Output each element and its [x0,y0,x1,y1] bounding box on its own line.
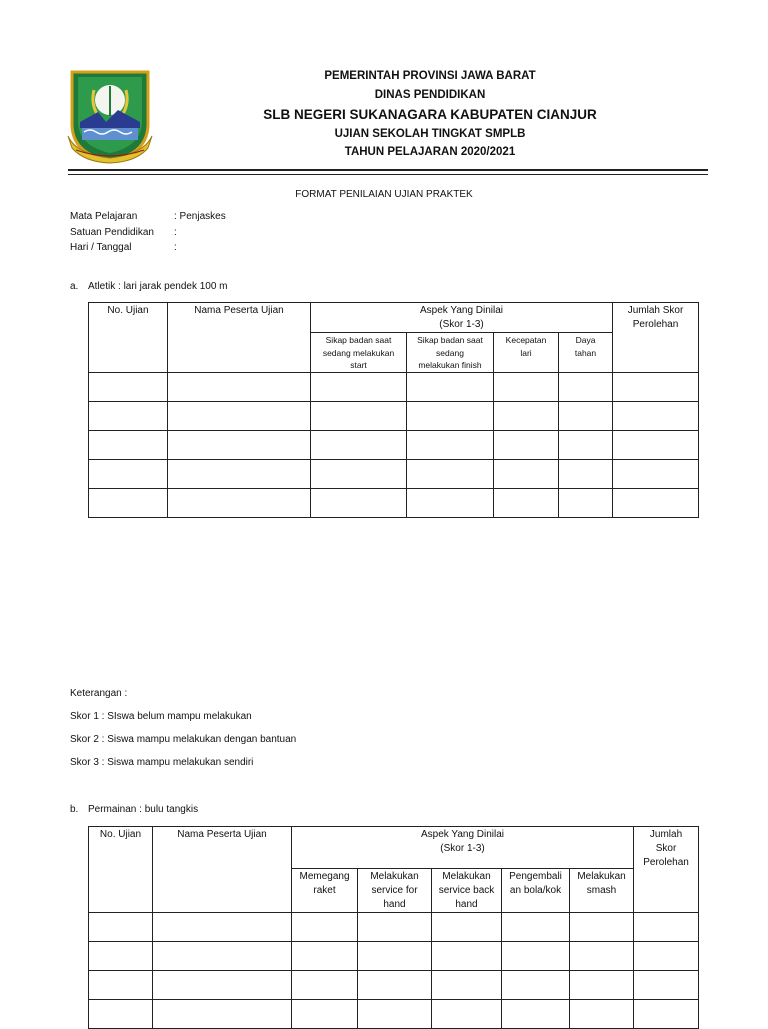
sub3-line1: Kecepatan [505,335,547,345]
west-java-coat-of-arms-logo [66,66,154,164]
meta-date-label: Hari / Tanggal [70,242,132,253]
sub5-line2: smash [586,885,617,896]
total-score-line3: Perolehan [643,857,689,868]
section-a-marker: a. [70,281,79,292]
notes-score-1: Skor 1 : SIswa belum mampu melakukan [70,711,252,722]
table-row [89,373,699,402]
meta-subject-value: : Penjaskes [174,211,226,222]
col-header-exam-number: No. Ujian [89,827,153,913]
sub-header-smash [570,869,634,913]
total-score-line1: Jumlah Skor [627,305,684,316]
section-b-marker: b. [70,804,79,815]
table-row [89,971,699,1000]
table-row [89,431,699,460]
sub2-line1: Sikap badan saat [417,335,483,345]
col-header-exam-number: No. Ujian [89,303,168,373]
sub5-line1: Melakukan [577,871,626,882]
sub3-line1: Melakukan [442,871,491,882]
sub2-line3: melakukan finish [418,360,482,370]
header-year-line: TAHUN PELAJARAN 2020/2021 [344,146,516,158]
sub4-line1: Pengembali [509,871,562,882]
sub-header-running-speed [494,333,559,373]
total-score-line1: Jumlah [649,829,683,840]
notes-score-2: Skor 2 : Siswa mampu melakukan dengan bantuan [70,734,297,745]
section-b-title: Permainan : bulu tangkis [88,804,199,815]
sub-header-endurance [559,333,613,373]
sub2-line2: sedang [436,347,464,358]
badminton-score-table [88,826,699,1029]
header-school-name: SLB NEGERI SUKANAGARA KABUPATEN CIANJUR [263,107,597,122]
sub-header-racket-grip [292,869,358,913]
col-header-aspects [311,303,613,333]
total-score-line2: Perolehan [632,319,679,330]
meta-education-unit-value: : [174,227,177,238]
table-row [89,489,699,518]
sub3-line2: lari [520,347,532,358]
header-divider-thick [68,169,708,171]
sub1-line3: start [350,360,367,370]
table-row [89,942,699,971]
col-header-participant-name: Nama Peserta Ujian [153,827,292,913]
sub-header-backhand-service [432,869,502,913]
meta-date-value: : [174,242,177,253]
sub4-line2: tahan [574,347,597,358]
aspects-title: Aspek Yang Dinilai [420,305,504,316]
sub2-line3: hand [383,899,406,910]
sub2-line1: Melakukan [370,871,419,882]
header-agency-line: DINAS PENDIDIKAN [374,89,486,101]
notes-score-3: Skor 3 : Siswa mampu melakukan sendiri [70,757,254,768]
header-exam-line: UJIAN SEKOLAH TINGKAT SMPLB [334,128,526,140]
athletics-score-table [88,302,699,518]
meta-education-unit-label: Satuan Pendidikan [70,227,154,238]
header-government-line: PEMERINTAH PROVINSI JAWA BARAT [324,70,536,82]
sub1-line2: raket [313,885,336,896]
table-row [89,402,699,431]
sub3-line3: hand [455,899,478,910]
sub1-line2: sedang melakukan [322,347,395,358]
col-header-aspects [292,827,634,869]
aspects-score-range: (Skor 1-3) [439,319,484,330]
notes-title: Keterangan : [70,688,128,699]
col-header-participant-name: Nama Peserta Ujian [168,303,311,373]
sub2-line2: service for [371,885,418,896]
sub4-line1: Daya [575,335,596,345]
col-header-total-score [613,303,699,373]
sub-header-finish-posture [407,333,494,373]
aspects-title: Aspek Yang Dinilai [421,829,505,840]
table-row [89,1000,699,1029]
total-score-line2: Skor [655,843,677,854]
table-row [89,913,699,942]
sub1-line1: Memegang [299,871,350,882]
document-title: FORMAT PENILAIAN UJIAN PRAKTEK [295,189,473,200]
sub-header-start-posture [311,333,407,373]
header-divider-thin [68,174,708,175]
table-row [89,460,699,489]
section-a-title: Atletik : lari jarak pendek 100 m [88,281,228,292]
sub3-line2: service back [438,885,495,896]
sub4-line2: an bola/kok [509,885,562,896]
meta-subject-label: Mata Pelajaran [70,211,138,222]
aspects-score-range: (Skor 1-3) [440,843,485,854]
sub-header-forehand-service [358,869,432,913]
col-header-total-score [634,827,699,913]
sub1-line1: Sikap badan saat [325,335,392,345]
sub-header-return-shuttle [502,869,570,913]
